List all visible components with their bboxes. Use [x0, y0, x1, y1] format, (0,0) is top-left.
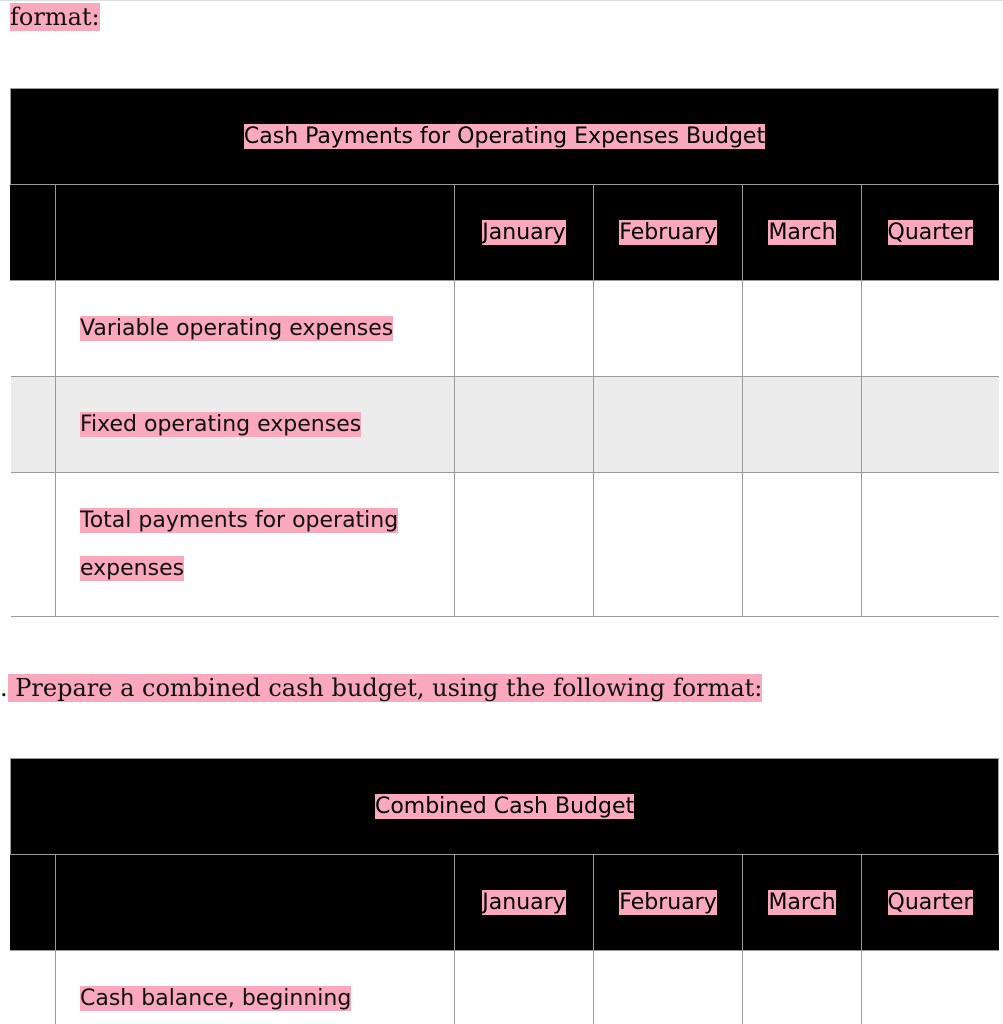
- column-header-label: February: [619, 890, 717, 915]
- row-label-cell: [56, 951, 455, 1024]
- row-label: Fixed operating expenses: [80, 411, 362, 437]
- instruction-bullet: .: [0, 674, 8, 702]
- top-divider: [0, 0, 1003, 1]
- row-label: Total payments for operating expenses: [80, 507, 399, 581]
- instruction-text: [0, 673, 762, 703]
- header-label-cell: [56, 185, 455, 281]
- column-header-label: March: [768, 220, 836, 245]
- operating-expenses-budget-table: [10, 88, 999, 617]
- header-spacer-cell: [11, 855, 56, 951]
- value-cell-january[interactable]: [455, 951, 594, 1024]
- value-cell-january[interactable]: [455, 473, 594, 617]
- value-cell-february[interactable]: [594, 377, 743, 473]
- column-header-february: [594, 855, 743, 951]
- value-cell-february[interactable]: [594, 473, 743, 617]
- intro-text: [10, 2, 100, 32]
- table-title-cell: [11, 89, 999, 185]
- value-cell-quarter[interactable]: [862, 281, 999, 377]
- value-cell-quarter[interactable]: [862, 951, 999, 1024]
- table-title-row: [11, 759, 999, 855]
- table-row: [11, 377, 999, 473]
- intro-text-label: format:: [10, 3, 100, 31]
- row-label-cell: [56, 377, 455, 473]
- table-header-row: [11, 855, 999, 951]
- row-spacer-cell: [11, 473, 56, 617]
- table-row: [11, 473, 999, 617]
- combined-cash-budget-table: [10, 758, 999, 1024]
- row-spacer-cell: [11, 951, 56, 1024]
- column-header-quarter: [862, 185, 999, 281]
- column-header-march: [743, 185, 862, 281]
- table-row: [11, 951, 999, 1024]
- value-cell-quarter[interactable]: [862, 377, 999, 473]
- column-header-february: [594, 185, 743, 281]
- value-cell-february[interactable]: [594, 281, 743, 377]
- column-header-label: Quarter: [887, 890, 973, 915]
- table-title: Cash Payments for Operating Expenses Budget: [243, 124, 766, 149]
- table-header-row: [11, 185, 999, 281]
- row-spacer-cell: [11, 281, 56, 377]
- value-cell-quarter[interactable]: [862, 473, 999, 617]
- value-cell-march[interactable]: [743, 473, 862, 617]
- column-header-label: January: [482, 220, 566, 245]
- table-title-cell: [11, 759, 999, 855]
- header-label-cell: [56, 855, 455, 951]
- header-spacer-cell: [11, 185, 56, 281]
- column-header-march: [743, 855, 862, 951]
- table-title-row: [11, 89, 999, 185]
- value-cell-march[interactable]: [743, 377, 862, 473]
- column-header-label: January: [482, 890, 566, 915]
- row-label: Variable operating expenses: [80, 315, 394, 341]
- value-cell-january[interactable]: [455, 377, 594, 473]
- column-header-quarter: [862, 855, 999, 951]
- value-cell-march[interactable]: [743, 281, 862, 377]
- value-cell-january[interactable]: [455, 281, 594, 377]
- column-header-january: [455, 185, 594, 281]
- table-row: [11, 281, 999, 377]
- column-header-label: Quarter: [887, 220, 973, 245]
- instruction-label: Prepare a combined cash budget, using the following format:: [7, 674, 763, 702]
- row-label-cell: [56, 473, 455, 617]
- value-cell-march[interactable]: [743, 951, 862, 1024]
- row-label: Cash balance, beginning: [80, 985, 352, 1011]
- row-label-cell: [56, 281, 455, 377]
- value-cell-february[interactable]: [594, 951, 743, 1024]
- table-title: Combined Cash Budget: [374, 794, 635, 819]
- column-header-january: [455, 855, 594, 951]
- column-header-label: March: [768, 890, 836, 915]
- column-header-label: February: [619, 220, 717, 245]
- row-spacer-cell: [11, 377, 56, 473]
